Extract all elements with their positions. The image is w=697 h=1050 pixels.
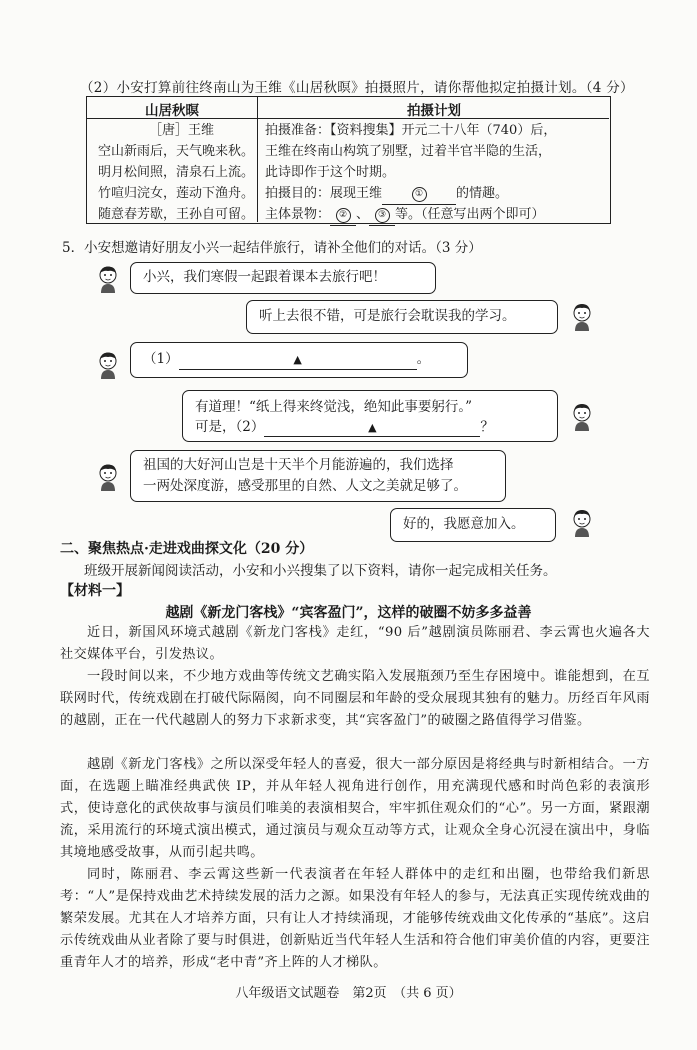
section-2-intro: 班级开展新闻阅读活动，小安和小兴搜集了以下资料，请你一起完成相关任务。 bbox=[84, 563, 557, 579]
table-column-divider bbox=[257, 97, 258, 222]
triangle-marker-icon: ▲ bbox=[293, 353, 302, 366]
question-5-prompt: 5．小安想邀请好朋友小兴一起结伴旅行，请补全他们的对话。（3 分） bbox=[62, 240, 482, 256]
boy-avatar-icon bbox=[570, 302, 594, 332]
dialogue-bubble-6: 好的，我愿意加入。 bbox=[390, 508, 556, 542]
article-paragraph-3: 越剧《新龙门客栈》之所以深受年轻人的喜爱，很大一部分原因是将经典与时新相结合。一方面，在选题上瞄准经典武侠 IP，并从年轻人视角进行创作，用充满现代感和时尚色彩的表演形式，使诗意化的武侠故事与演员们唯美的表演相契合，牢牢抓住观众们的“心”。另一方面，紧跟潮流，采用流行的环境式演出模式，通过演员与观众互动等方式，让观众全身心沉浸在演出中，身临其境地感受故事，从而引起共鸣。 bbox=[60, 757, 650, 860]
answer-line-1[interactable] bbox=[179, 350, 417, 370]
plan-prep-line: 王维在终南山构筑了别墅，过着半官半隐的生活， bbox=[265, 144, 552, 159]
blank-number-2: ② bbox=[336, 208, 351, 223]
answer-blank-1[interactable] bbox=[382, 183, 456, 205]
poem-line: 竹喧归浣女，莲动下渔舟。 bbox=[98, 186, 255, 201]
bubble-line bbox=[195, 417, 545, 437]
bubble-line: 一两处深度游，感受那里的自然、人文之美就足够了。 bbox=[143, 478, 467, 494]
question-2-prompt: （2）小安打算前往终南山为王维《山居秋暝》拍摄照片，请你帮他拟定拍摄计划。（4 分） bbox=[80, 80, 634, 96]
boy-avatar-icon bbox=[570, 402, 594, 432]
plan-subject-prefix: 主体景物： bbox=[265, 207, 331, 222]
bubble-end-punct: 。 bbox=[416, 351, 431, 367]
poem-line: 明月松间照，清泉石上流。 bbox=[98, 165, 255, 180]
boy-avatar-icon bbox=[96, 462, 120, 492]
plan-subject-line bbox=[265, 204, 545, 226]
bubble-line: 有道理！“纸上得来终觉浅，绝知此事要躬行。” bbox=[195, 399, 473, 415]
shooting-plan-table bbox=[86, 96, 611, 224]
article-headline: 越剧《新龙门客栈》“宾客盈门”，这样的破圈不妨多多益善 bbox=[165, 605, 532, 621]
dialogue-bubble-4 bbox=[182, 390, 558, 442]
poem-author: ［唐］王维 bbox=[149, 123, 215, 138]
dialogue-bubble-1: 小兴，我们寒假一起跟着课本去旅行吧！ bbox=[130, 262, 436, 294]
poem-line: 空山新雨后，天气晚来秋。 bbox=[98, 144, 255, 159]
plan-purpose-prefix: 拍摄目的：展现王维 bbox=[265, 186, 383, 201]
answer-line-2[interactable] bbox=[264, 419, 480, 437]
poem-line: 随意春芳歇，王孙自可留。 bbox=[98, 207, 255, 222]
bubble-line: 祖国的大好河山岂是十天半个月能游遍的，我们选择 bbox=[143, 457, 454, 473]
material-1-label: 【材料一】 bbox=[60, 583, 130, 599]
table-header-poem: 山居秋暝 bbox=[145, 103, 199, 119]
plan-subject-separator: 、 bbox=[356, 207, 370, 222]
plan-subject-suffix: 等。（任意写出两个即可） bbox=[395, 207, 545, 222]
plan-prep-line: 此诗即作于这个时期。 bbox=[265, 165, 396, 180]
blank-label-2: 可是，（2） bbox=[195, 419, 265, 435]
answer-blank-2[interactable] bbox=[330, 204, 356, 226]
article-paragraph-2: 一段时间以来，不少地方戏曲等传统文艺确实陷入发展瓶颈乃至生存困境中。谁能想到，在互联网时代，传统戏剧在打破代际隔阂，向不同圈层和年龄的受众展现其独有的魅力。历经百年风雨的越剧，正在一代代越剧人的努力下求新求变，其“宾客盈门”的破圈之路值得学习借鉴。 bbox=[60, 669, 650, 728]
dialogue-bubble-3 bbox=[130, 342, 468, 378]
article-paragraph-1: 近日，新国风环境式越剧《新龙门客栈》走红，“90 后”越剧演员陈丽君、李云霄也火遍各大社交媒体平台，引发热议。 bbox=[60, 625, 650, 662]
boy-avatar-icon bbox=[96, 264, 120, 294]
plan-purpose-line bbox=[265, 183, 508, 205]
section-2-title: 二、聚焦热点·走进戏曲探文化（20 分） bbox=[60, 541, 314, 557]
article-paragraph-4: 同时，陈丽君、李云霄这些新一代表演者在年轻人群体中的走红和出圈，也带给我们新思考：“人”是保持戏曲艺术持续发展的活力之源。如果没有年轻人的参与，无法真正实现传统戏曲的繁荣发展。尤其在人才培养方面，只有让人才持续涌现，才能够传统戏曲文化传承的“基底”。这启示传统戏曲从业者除了要与时俱进，创新贴近当代年轻人生活和符合他们审美价值的内容，更要注重青年人才的培养，形成“老中青”齐上阵的人才梯队。 bbox=[60, 867, 650, 970]
page-footer: 八年级语文试题卷 第2页 （共 6 页） bbox=[235, 986, 462, 1001]
dialogue-bubble-2: 听上去很不错，可是旅行会耽误我的学习。 bbox=[246, 300, 558, 334]
plan-prep-line: 拍摄准备：【资料搜集】开元二十八年（740）后， bbox=[265, 123, 557, 138]
answer-blank-3[interactable] bbox=[369, 204, 395, 226]
bubble-end-punct: ？ bbox=[480, 419, 494, 435]
blank-number-1: ① bbox=[412, 187, 427, 202]
dialogue-bubble-5 bbox=[130, 450, 506, 502]
blank-label-1: （1） bbox=[143, 351, 179, 367]
blank-number-3: ③ bbox=[375, 208, 390, 223]
boy-avatar-icon bbox=[96, 350, 120, 380]
plan-purpose-suffix: 的情趣。 bbox=[456, 186, 509, 201]
triangle-marker-icon: ▲ bbox=[368, 421, 377, 434]
table-header-plan: 拍摄计划 bbox=[407, 103, 461, 119]
boy-avatar-icon bbox=[570, 508, 594, 538]
